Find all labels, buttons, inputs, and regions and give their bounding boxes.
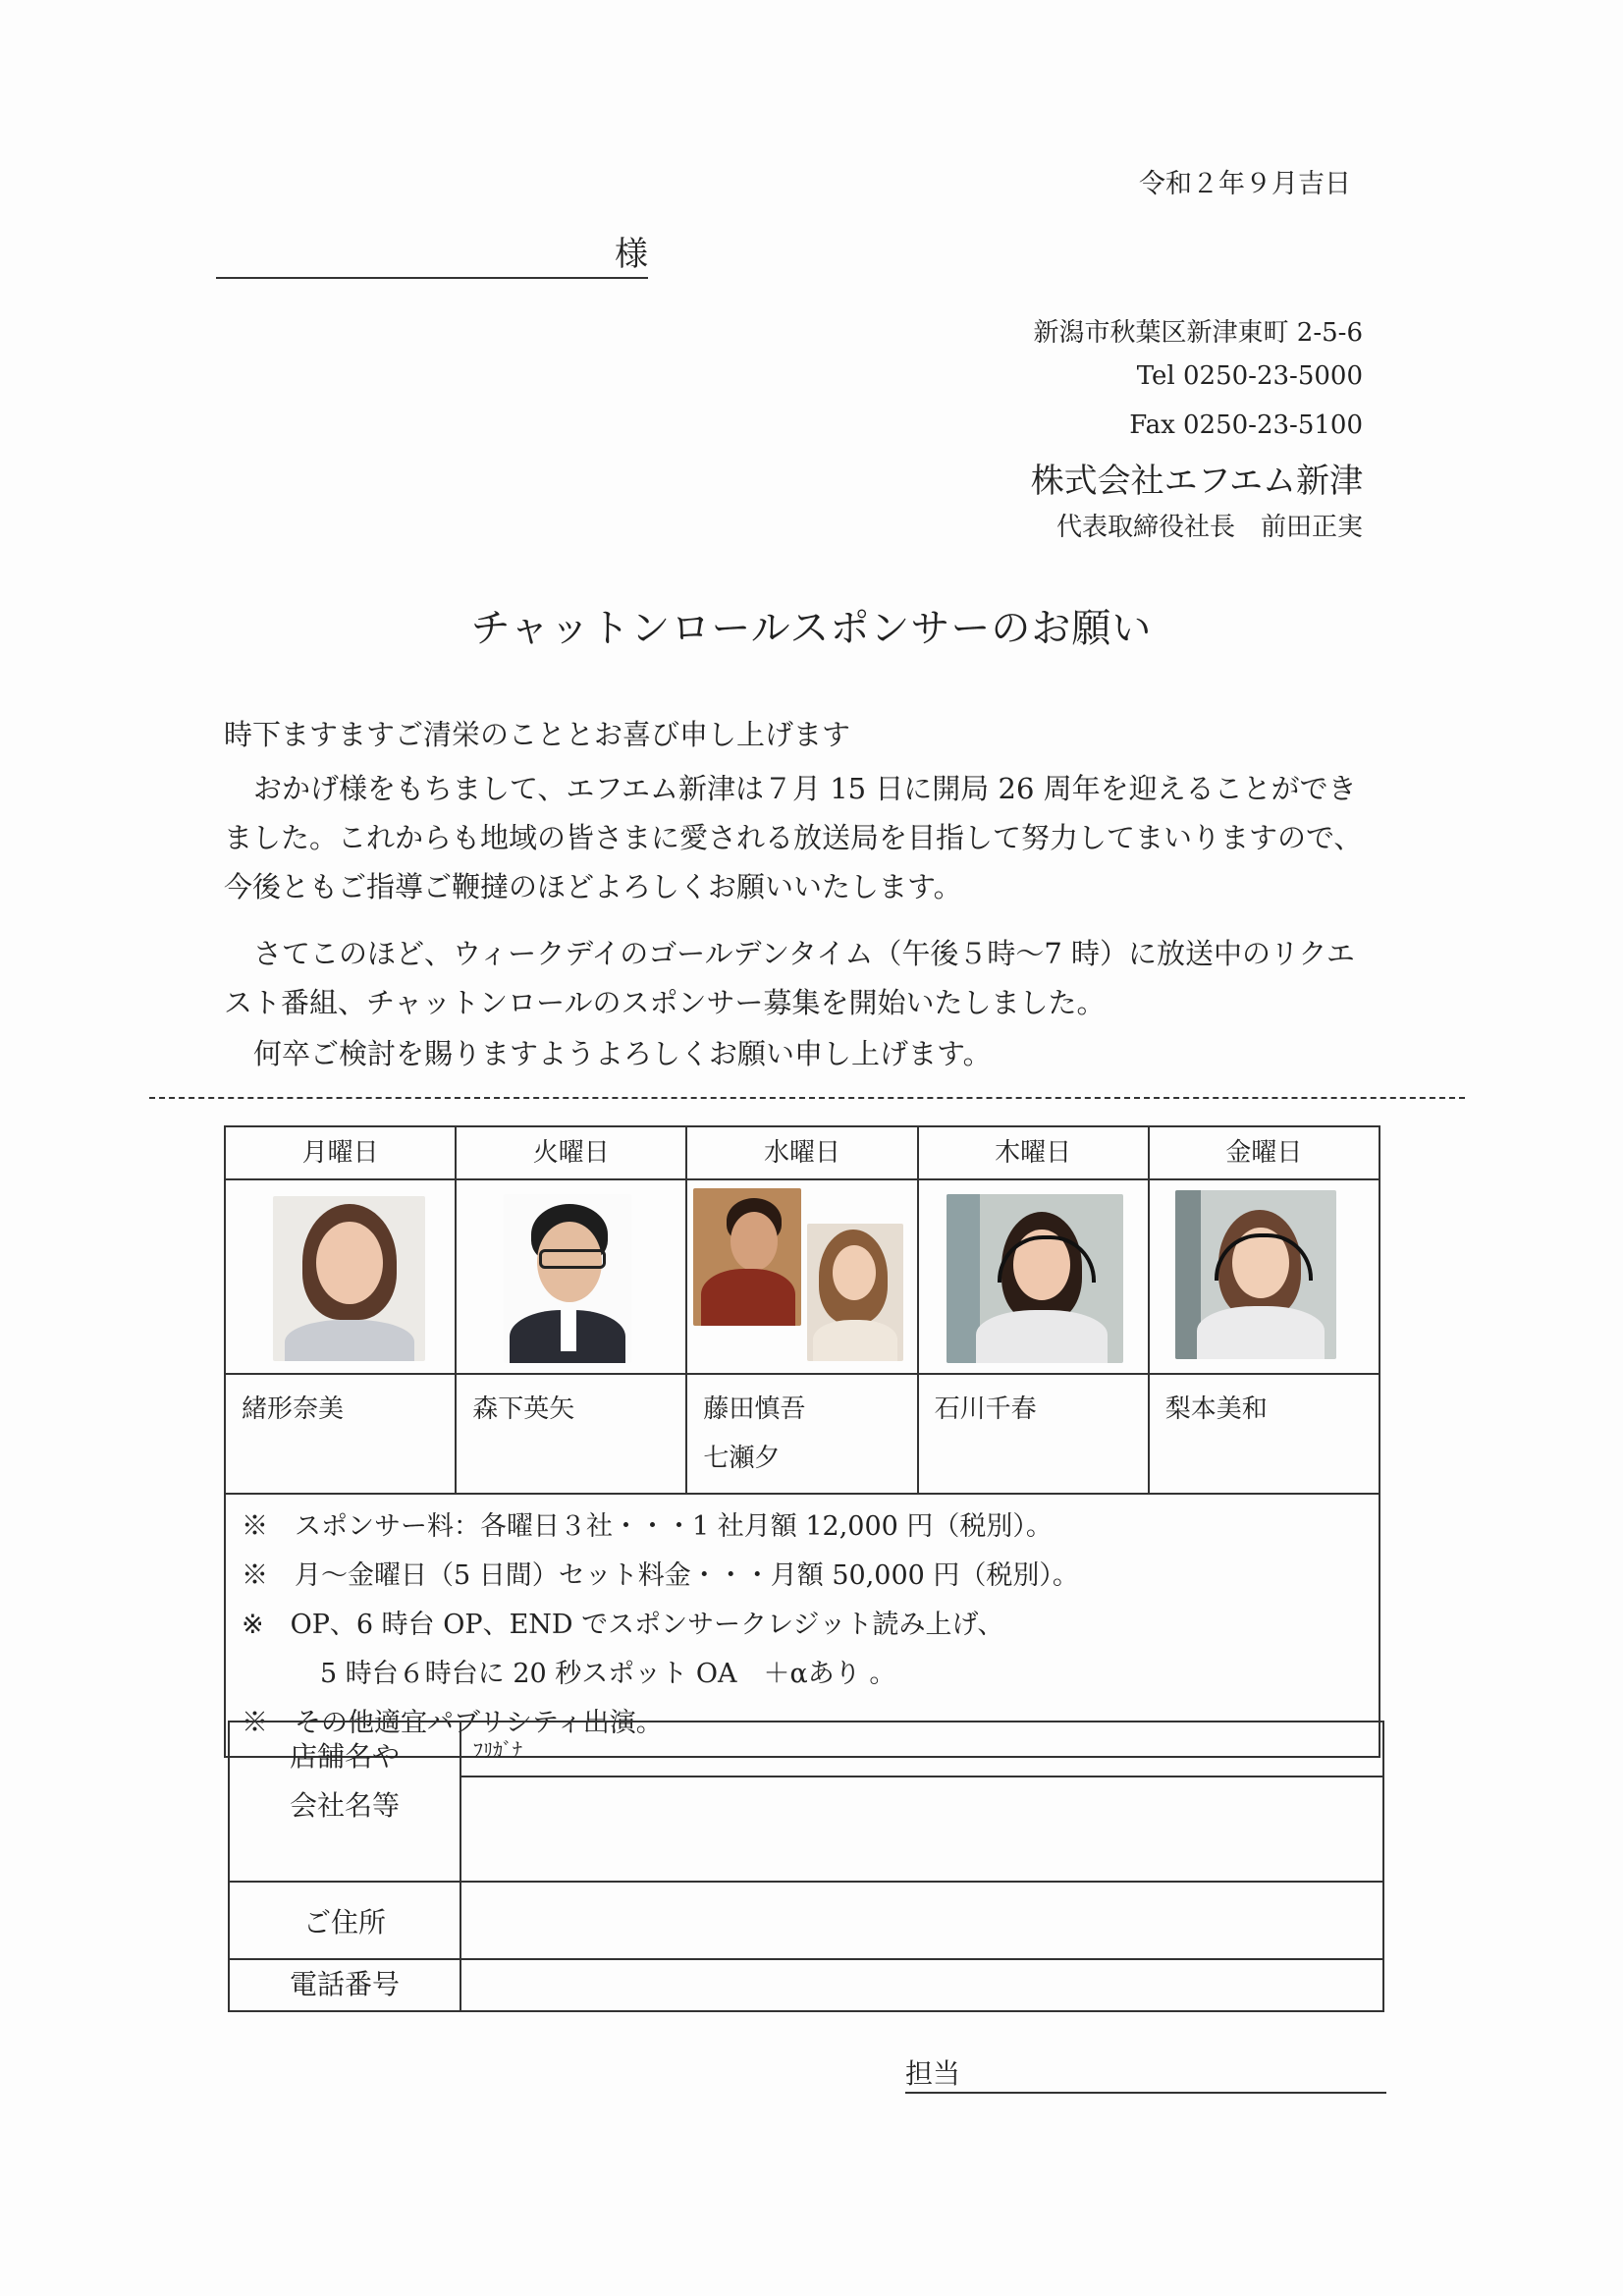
host-photo-tuesday: [504, 1194, 631, 1363]
sender-tel: Tel 0250-23-5000: [1136, 361, 1363, 391]
sponsor-note-publicity: ※ その他適宜パブリシティ出演。: [242, 1708, 663, 1738]
host-photo-cell-thursday: [918, 1179, 1149, 1374]
sponsor-notes-cell: [225, 1494, 1380, 1757]
document-title: チャットンロールスポンサーのお願い: [470, 606, 1153, 651]
host-photo-row: [225, 1179, 1380, 1374]
furigana-label: ﾌﾘｶﾞﾅ: [473, 1738, 522, 1763]
address-field[interactable]: [460, 1882, 1383, 1959]
sponsor-note-set-price: ※ 月～金曜日（5 日間）セット料金・・・月額 50,000 円（税別）。: [242, 1560, 1079, 1591]
host-name-wednesday-2: 七瀬夕: [703, 1444, 781, 1473]
sponsor-note-spot: 5 時台６時台に 20 秒スポット OA ＋αあり 。: [320, 1659, 896, 1689]
host-name-thursday: 石川千春: [934, 1394, 1037, 1424]
day-header-row: [225, 1126, 1380, 1179]
day-header-monday: 月曜日: [225, 1126, 456, 1179]
shop-name-label-line1: 店舗名や: [289, 1740, 400, 1773]
sponsor-note-fee: ※ スポンサー料：各曜日３社・・・1 社月額 12,000 円（税別）。: [242, 1511, 1053, 1542]
address-label: ご住所: [229, 1882, 460, 1959]
sponsor-notes-row: [225, 1494, 1380, 1757]
host-name-monday: 緒形奈美: [242, 1394, 345, 1424]
sponsor-note-credit: ※ OP、6 時台 OP、END でスポンサークレジット読み上げ、: [242, 1610, 1004, 1640]
person-in-charge-line[interactable]: [905, 2052, 1386, 2094]
application-form-table: [228, 1721, 1384, 2012]
host-name-cell-friday: [1149, 1374, 1380, 1494]
shop-name-field[interactable]: [460, 1777, 1383, 1882]
phone-label: 電話番号: [229, 1959, 460, 2011]
host-photo-cell-monday: [225, 1179, 456, 1374]
host-photo-wednesday-2: [807, 1224, 903, 1361]
host-photo-cell-friday: [1149, 1179, 1380, 1374]
body-paragraph-3: 何卒ご検討を賜りますようよろしくお願い申し上げます。: [253, 1037, 992, 1070]
sender-address: 新潟市秋葉区新津東町 2-5-6: [1033, 318, 1363, 348]
sender-fax: Fax 0250-23-5100: [1129, 410, 1363, 440]
host-photo-cell-tuesday: [456, 1179, 686, 1374]
day-header-wednesday: 水曜日: [686, 1126, 917, 1179]
day-header-tuesday: 火曜日: [456, 1126, 686, 1179]
host-name-wednesday-1: 藤田慎吾: [703, 1394, 806, 1424]
phone-field[interactable]: [460, 1959, 1383, 2011]
host-photo-wednesday-1: [693, 1188, 801, 1326]
shop-name-label-line2: 会社名等: [289, 1789, 400, 1822]
host-photo-monday: [273, 1196, 425, 1361]
recipient-line: [216, 234, 648, 279]
furigana-field[interactable]: [460, 1722, 1383, 1777]
host-photo-friday: [1175, 1190, 1336, 1359]
sender-company: 株式会社エフエム新津: [1030, 462, 1363, 501]
host-name-cell-wednesday: [686, 1374, 917, 1494]
person-in-charge-label: 担当: [905, 2057, 961, 2090]
host-name-friday: 梨本美和: [1164, 1394, 1268, 1424]
sender-representative: 代表取締役社長 前田正実: [1055, 513, 1363, 542]
body-paragraph-1: おかげ様をもちまして、エフエム新津は７月 15 日に開局 26 周年を迎えることができました。これからも地域の皆さまに愛される放送局を目指して努力してまいりますので、今後ともご指導ご鞭撻のほどよろしくお願いいたします。: [224, 772, 1363, 903]
recipient-suffix: 様: [615, 235, 648, 274]
host-schedule-table: [224, 1125, 1380, 1758]
day-header-friday: 金曜日: [1149, 1126, 1380, 1179]
shop-name-label: [229, 1722, 460, 1882]
body-paragraph-2: さてこのほど、ウィークデイのゴールデンタイム（午後５時～7 時）に放送中のリクエスト番組、チャットンロールのスポンサー募集を開始いたしました。: [224, 937, 1355, 1019]
day-header-thursday: 木曜日: [918, 1126, 1149, 1179]
document-date: 令和２年９月吉日: [1139, 169, 1351, 199]
host-name-cell-tuesday: [456, 1374, 686, 1494]
host-name-row: [225, 1374, 1380, 1494]
host-name-cell-monday: [225, 1374, 456, 1494]
greeting-text: 時下ますますご清栄のこととお喜び申し上げます: [224, 718, 851, 751]
host-photo-thursday: [947, 1194, 1123, 1363]
host-photo-cell-wednesday: [686, 1179, 917, 1374]
cut-line-divider: [149, 1097, 1465, 1099]
host-name-cell-thursday: [918, 1374, 1149, 1494]
host-name-tuesday: 森下英矢: [472, 1394, 575, 1424]
